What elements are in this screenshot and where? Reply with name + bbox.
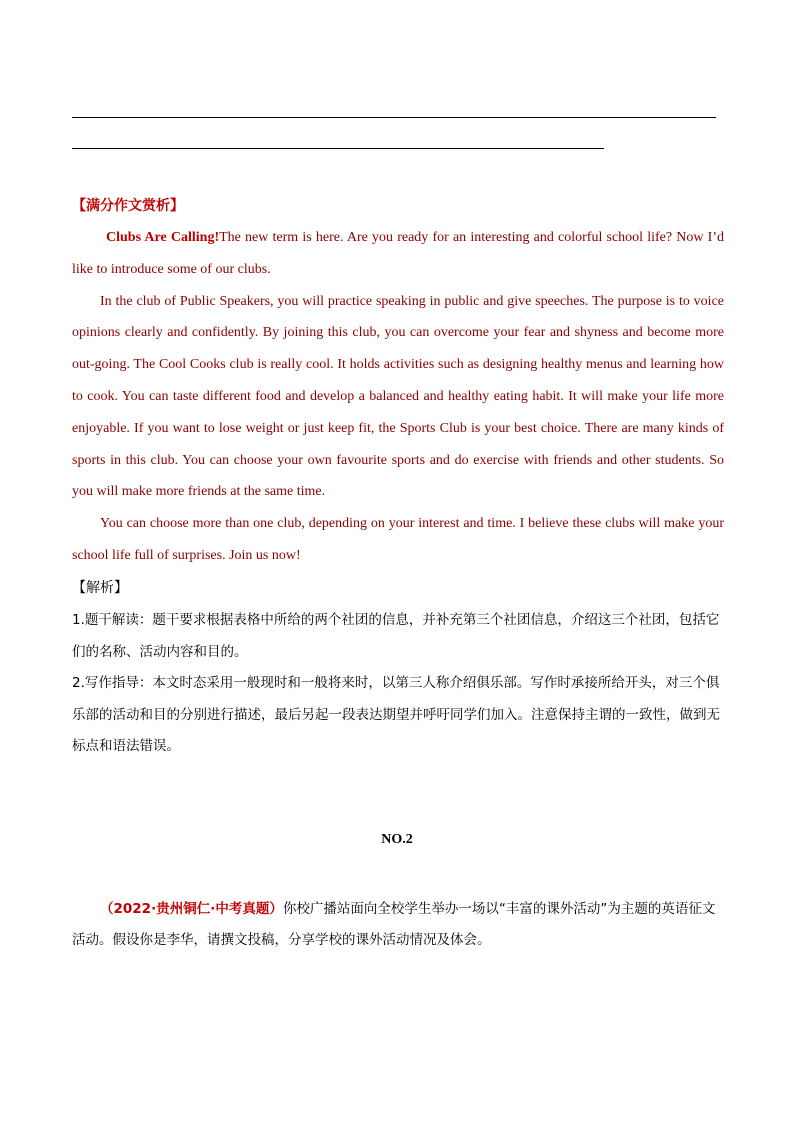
analysis-header-block (72, 578, 724, 598)
model-essay (72, 222, 724, 572)
answer-line-1 (72, 117, 716, 118)
task-paragraph (72, 894, 724, 956)
analysis (72, 605, 724, 763)
analysis-header: 【解析】 (72, 580, 128, 596)
section-header: 【满分作文赏析】 (72, 198, 184, 214)
essay-paragraph-3: You can choose more than one club, depending on your interest and time. I believe these clubs will make your school life full of surprises. Join us now! (72, 516, 724, 563)
analysis-item-1: 1.题干解读：题干要求根据表格中所给的两个社团的信息，并补充第三个社团信息，介绍这三个社团，包括它们的名称、活动内容和目的。 (72, 612, 720, 660)
writing-task (72, 894, 724, 956)
answer-line-2 (72, 148, 604, 149)
analysis-item-2: 2.写作指导：本文时态采用一般现时和一般将来时，以第三人称介绍俱乐部。写作时承接所给开头，对三个俱乐部的活动和目的分别进行描述，最后另起一段表达期望并呼吁同学们加入。注意保持主谓的一致性，做到无标点和语法错误。 (72, 675, 720, 754)
task-text: 你校广播站面向全校学生举办一场以“丰富的课外活动”为主题的英语征文活动。假设你是李华，请撰文投稿，分享学校的课外活动情况及体会。 (72, 901, 716, 948)
essay-title: Clubs Are Calling! (106, 230, 220, 245)
section-number: NO.2 (381, 832, 413, 847)
essay-paragraph-2: In the club of Public Speakers, you will practice speaking in public and give speeches. The purpose is to voice opinions clearly and confidently. By joining this club, you can overcome your fear and shyness and become more out-going. The Cool Cooks club is really cool. It holds activities such as designing healthy menus and learning how to cook. You can taste different food and develop a balanced and healthy eating habit. It will make your life more enjoyable. If you want to lose weight or just keep fit, the Sports Club is your best choice. There are many kinds of sports in this club. You can choose your own favourite sports and do exercise with friends and other students. So you will make more friends at the same time. (72, 293, 724, 500)
essay-paragraph-1-text: The new term is here. Are you ready for an interesting and colorful school life? Now I’d like to introduce some of our clubs. (72, 230, 724, 277)
model-essay-header (72, 196, 724, 216)
task-source: （2022·贵州铜仁·中考真题） (100, 901, 283, 917)
essay-paragraph-1 (72, 222, 724, 286)
